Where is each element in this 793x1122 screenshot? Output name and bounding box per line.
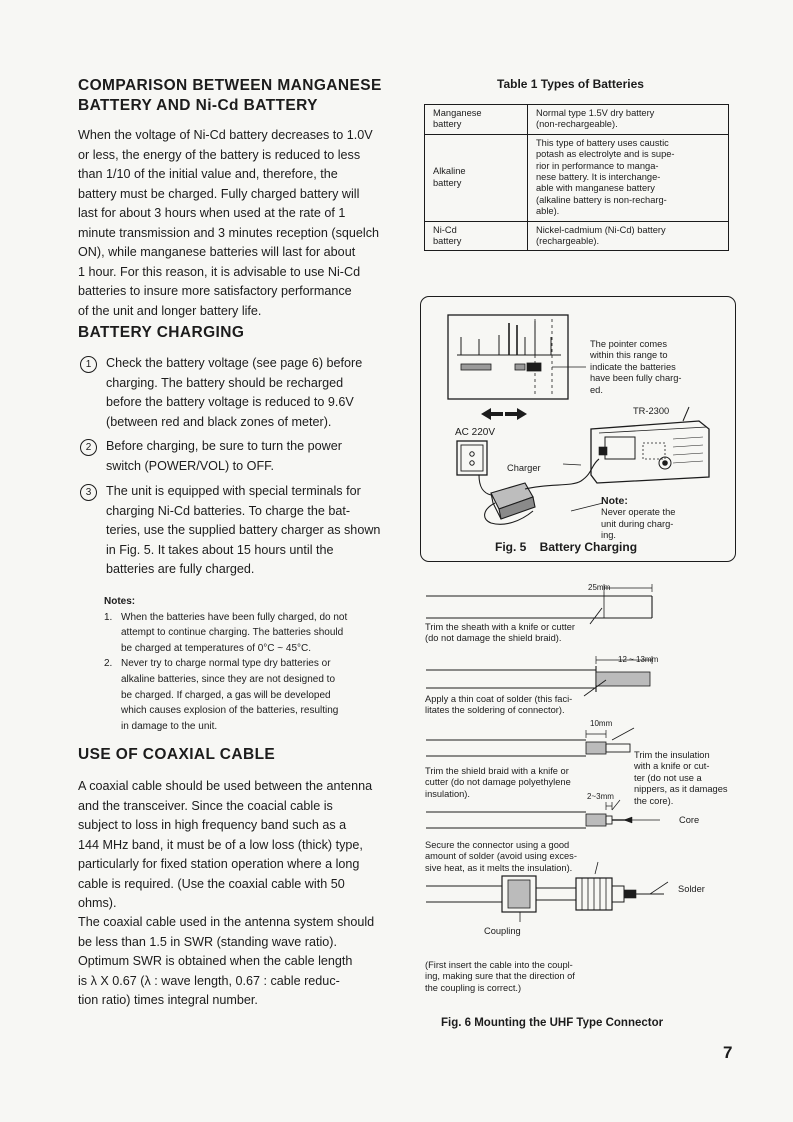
table-cell [425, 134, 528, 221]
text-line: battery [433, 177, 462, 188]
text-line: indicate the batteries [590, 361, 676, 372]
double-arrow-icon [481, 408, 527, 420]
text-line: subject to loss in high frequency band such as a [78, 818, 347, 832]
text-line: ing, making sure that the direction of [425, 971, 575, 982]
text-line: (between red and black zones of meter). [106, 414, 332, 429]
text-line: cutter (do not damage polyethylene [425, 777, 571, 788]
charger-label: Charger [507, 463, 541, 473]
cable-step-1 [426, 584, 652, 624]
note-title: Note: [601, 495, 628, 507]
text-line: attempt to continue charging. The batteries should [121, 627, 344, 639]
text-line: have been fully charg- [590, 373, 682, 384]
text-line: litates the soldering of connector). [425, 705, 565, 716]
text-line: When the batteries have been fully charged, do not [121, 611, 348, 623]
text-line: able). [536, 206, 560, 217]
text-line: (First insert the cable into the coupl- [425, 960, 573, 970]
comparison-heading [78, 76, 382, 116]
text-line: nippers, as it damages [634, 784, 728, 795]
table-cell [528, 134, 729, 221]
core-label: Core [679, 815, 700, 825]
text-line: (alkaline battery is non-recharg- [536, 194, 667, 205]
charging-notes [104, 594, 394, 734]
text-line: tion ratio) times integral number. [78, 993, 258, 1007]
text-line: potash as electrolyte and is supe- [536, 149, 675, 160]
table-cell [425, 105, 528, 135]
text-line: in damage to the unit. [121, 720, 218, 732]
text-line: Before charging, be sure to turn the power [106, 439, 342, 453]
text-line: (rechargeable). [536, 236, 600, 247]
text-line: nese battery. It is interchange- [536, 172, 661, 183]
text-line: batteries to insure more satisfactory performance [78, 284, 352, 298]
pointer-note [590, 339, 730, 396]
wall-outlet-icon [457, 441, 487, 475]
fig6-step-5 [425, 960, 665, 994]
charging-heading: BATTERY CHARGING [78, 324, 245, 341]
text-line: the core). [634, 795, 674, 806]
text-line: with a knife or cut- [634, 761, 710, 772]
text-line: rior in performance to manga- [536, 160, 659, 171]
dimension-label: 2~3mm [587, 792, 614, 801]
text-line: (do not damage the shield braid). [425, 633, 562, 644]
table-cell [425, 221, 528, 251]
text-line: Trim the insulation [634, 750, 710, 760]
text-line: insulation). [425, 788, 470, 799]
text-line: Never operate the [601, 507, 676, 518]
text-line: battery must be charged. Fully charged battery will [78, 186, 360, 201]
table-cell [528, 221, 729, 251]
table-row [425, 134, 729, 221]
text-line: be charged at temperatures of 0°C ~ 45°C. [121, 642, 312, 654]
text-line: in Fig. 5. It takes about 15 hours until the [106, 542, 334, 557]
text-line: the coupling is correct.) [425, 982, 522, 993]
text-line: and the transceiver. Since the coacial cable is [78, 798, 333, 813]
text-line: A coaxial cable should be used between the antenna [78, 779, 373, 793]
coax-paragraph-1 [78, 777, 398, 914]
fig6-step-4 [425, 840, 655, 874]
text-line: Alkaline [433, 166, 466, 177]
text-line: Ni-Cd [433, 224, 457, 235]
charging-step-3 [82, 482, 392, 580]
text-line: before the battery voltage is reduced to 9.6V [106, 395, 354, 409]
notes-title: Notes: [104, 596, 136, 607]
text-line: Check the battery voltage (see page 6) before [106, 356, 363, 370]
table-cell [528, 105, 729, 135]
step-number: 2 [80, 439, 97, 456]
note-number: 2. [104, 658, 113, 670]
text-line: cable is required. (Use the coaxial cable with 50 [78, 876, 345, 891]
text-line: particularly for fixed station operation where a long [78, 857, 360, 871]
solder-label: Solder [678, 884, 705, 894]
cable-step-3 [426, 728, 634, 756]
text-line: 1 hour. For this reason, it is advisable to use Ni-Cd [78, 264, 361, 279]
text-line: Secure the connector using a good [425, 840, 570, 850]
text-line: ohms). [78, 896, 117, 910]
text-line: able with manganese battery [536, 183, 655, 194]
text-line: last for about 3 hours when used at the rate of 1 [78, 206, 346, 220]
battery-types-table [424, 104, 729, 251]
text-line: or less, the energy of the battery is reduced to less [78, 147, 361, 162]
text-line: than 1/10 of the initial value and, therefore, the [78, 167, 338, 181]
text-line: (non-rechargeable). [536, 119, 618, 130]
dimension-label: 25mm [588, 583, 611, 592]
coupling-label: Coupling [484, 926, 521, 936]
transceiver-icon [591, 407, 709, 483]
charging-step-2 [82, 437, 392, 476]
fig5-note [601, 496, 731, 542]
heading-line: BATTERY AND Ni-Cd BATTERY [78, 97, 318, 114]
text-line: be less than 1.5 in SWR (standing wave ratio). [78, 934, 337, 949]
text-line: Never try to charge normal type dry batteries or [121, 658, 331, 670]
text-line: The pointer comes [590, 339, 667, 349]
text-line: unit during charg- [601, 518, 674, 529]
step-number: 3 [80, 484, 97, 501]
text-line: within this range to [590, 350, 668, 361]
text-line: Apply a thin coat of solder (this faci- [425, 694, 573, 704]
comparison-paragraph [78, 126, 398, 321]
text-line: ON), while manganese batteries will last for about [78, 245, 356, 259]
text-line: The coaxial cable used in the antenna system should [78, 915, 375, 929]
note-number: 1. [104, 611, 113, 623]
text-line: be charged. If charged, a gas will be developed [121, 689, 331, 701]
text-line: battery [433, 119, 462, 130]
fig6-step-1 [425, 622, 655, 645]
note-1 [104, 610, 394, 657]
text-line: minute transmission and 3 minutes reception (squelch [78, 225, 380, 240]
fig5-frame [420, 296, 736, 562]
text-line: ing. [601, 530, 616, 541]
fig6-caption: Fig. 6 Mounting the UHF Type Connector [441, 1017, 664, 1029]
page-number: 7 [723, 1043, 733, 1062]
text-line: Nickel-cadmium (Ni-Cd) battery [536, 224, 666, 235]
table-caption: Table 1 Types of Batteries [497, 77, 644, 91]
ac-label: AC 220V [455, 427, 496, 438]
text-line: battery [433, 236, 462, 247]
step-number: 1 [80, 356, 97, 373]
text-line: switch (POWER/VOL) to OFF. [106, 458, 274, 473]
text-line: ed. [590, 384, 603, 395]
text-line: batteries are fully charged. [106, 562, 255, 576]
text-line: ter (do not use a [634, 772, 702, 783]
heading-line: COMPARISON BETWEEN MANGANESE [78, 77, 382, 94]
text-line: of the unit and longer battery life. [78, 303, 262, 318]
text-line: teries, use the supplied battery charger as shown [106, 523, 381, 537]
text-line: Normal type 1.5V dry battery [536, 108, 655, 118]
text-line: which causes explosion of the batteries, resulting [121, 705, 339, 717]
text-line: is λ X 0.67 (λ : wave length, 0.67 : cable reduc- [78, 973, 340, 988]
meter-diagram [448, 315, 586, 399]
text-line: 144 MHz band, it must be of a low loss (thick) type, [78, 837, 363, 852]
charging-step-1 [82, 354, 392, 432]
model-label: TR-2300 [633, 406, 670, 416]
text-line: Trim the shield braid with a knife or [425, 766, 569, 776]
coax-heading: USE OF COAXIAL CABLE [78, 746, 276, 763]
text-line: Manganese [433, 108, 482, 118]
table-row [425, 221, 729, 251]
coax-paragraph-2 [78, 913, 398, 1011]
text-line: amount of solder (avoid using exces- [425, 851, 577, 862]
text-line: alkaline batteries, since they are not designed to [121, 673, 336, 685]
text-line: charging. The battery should be recharged [106, 375, 344, 390]
fig6-step-2 [425, 694, 665, 717]
text-line: charging Ni-Cd batteries. To charge the bat- [106, 503, 351, 518]
text-line: When the voltage of Ni-Cd battery decreases to 1.0V [78, 128, 373, 142]
text-line: Trim the sheath with a knife or cutter [425, 622, 576, 632]
text-line: sive heat, as it melts the insulation). [425, 862, 573, 873]
fig5-caption: Fig. 5 Battery Charging [495, 540, 638, 554]
text-line: Optimum SWR is obtained when the cable length [78, 954, 353, 968]
table-row [425, 105, 729, 135]
note-pointer-line [563, 464, 603, 511]
dimension-label: 12 ~ 13mm [618, 655, 659, 664]
note-2 [104, 656, 394, 734]
text-line: This type of battery uses caustic [536, 137, 669, 148]
dimension-label: 10mm [590, 719, 613, 728]
text-line: The unit is equipped with special terminals for [106, 484, 361, 498]
cable-step-4 [426, 800, 660, 828]
insulation-note [634, 750, 744, 807]
